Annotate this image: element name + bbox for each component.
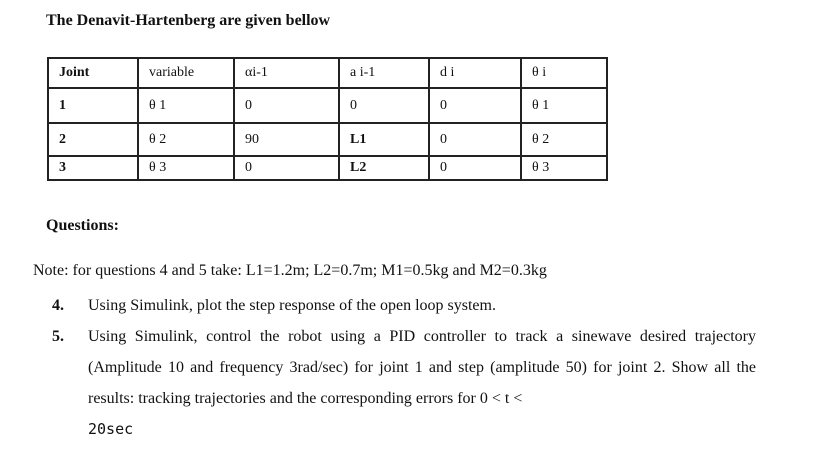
questions-heading: Questions:	[46, 217, 119, 234]
table-cell: θ 1	[521, 88, 607, 123]
table-header-cell: αi-1	[234, 58, 339, 88]
table-cell: 0	[234, 88, 339, 123]
table-cell: θ 2	[521, 123, 607, 156]
dh-parameter-table	[47, 57, 608, 181]
question-number: 5.	[52, 328, 64, 345]
table-cell: 0	[429, 88, 521, 123]
question-item	[46, 321, 756, 445]
time-range-math: 20sec	[88, 420, 134, 438]
question-number: 4.	[52, 297, 64, 314]
table-header-cell: d i	[429, 58, 521, 88]
table-cell: 1	[48, 88, 138, 123]
table-header-cell: variable	[138, 58, 234, 88]
table-cell: θ 1	[138, 88, 234, 123]
table-header-row	[48, 58, 607, 88]
table-cell: θ 2	[138, 123, 234, 156]
question-text: Using Simulink, plot the step response of the open loop system.	[88, 297, 496, 314]
question-list	[46, 290, 756, 445]
table-cell: 0	[429, 123, 521, 156]
table-cell: 2	[48, 123, 138, 156]
table-row	[48, 88, 607, 123]
question-text: Using Simulink, control the robot using a PID controller to track a sinewave desired trajectory (Amplitude 10 and frequency 3rad/sec) for joint 1 and step (amplitude 50) for joint 2. Show all the results: tracking trajectories and the corresponding errors for 0 < t <	[88, 328, 756, 407]
table-cell: θ 3	[521, 156, 607, 180]
table-cell: L1	[339, 123, 429, 156]
table-cell: 90	[234, 123, 339, 156]
table-row	[48, 123, 607, 156]
table-cell: 3	[48, 156, 138, 180]
table-header-cell: θ i	[521, 58, 607, 88]
table-cell: 0	[234, 156, 339, 180]
question-item	[46, 290, 756, 321]
table-cell: 0	[429, 156, 521, 180]
table-row	[48, 156, 607, 180]
note-text: Note: for questions 4 and 5 take: L1=1.2m; L2=0.7m; M1=0.5kg and M2=0.3kg	[33, 262, 547, 279]
table-cell: L2	[339, 156, 429, 180]
table-header-cell: Joint	[48, 58, 138, 88]
table-cell: θ 3	[138, 156, 234, 180]
table-cell: 0	[339, 88, 429, 123]
page-title: The Denavit-Hartenberg are given bellow	[46, 12, 331, 29]
table-header-cell: a i-1	[339, 58, 429, 88]
